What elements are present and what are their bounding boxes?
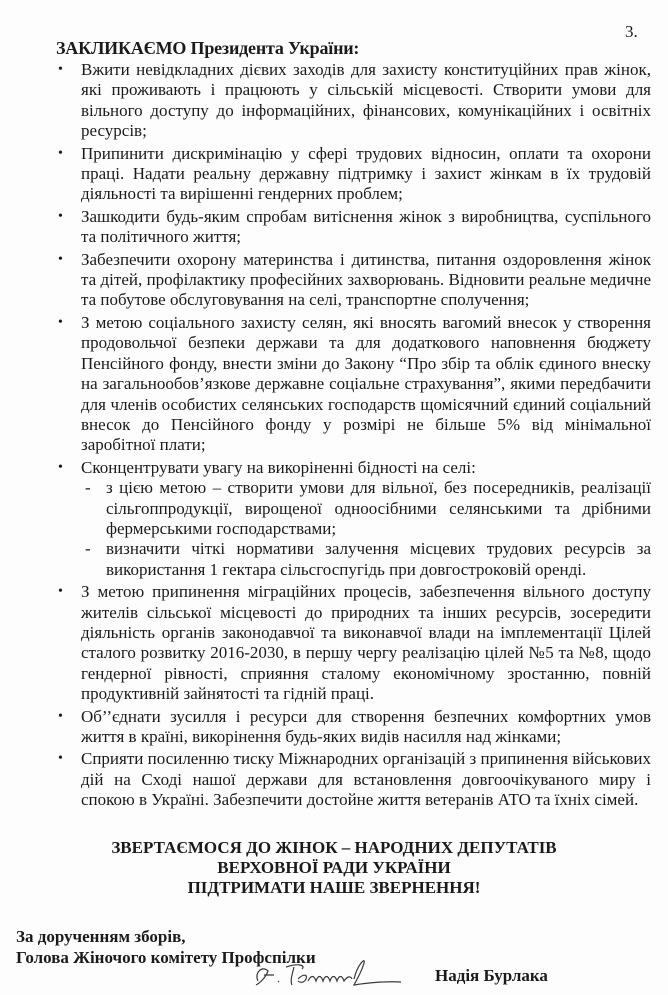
sub-list-item: - з цією метою – створити умови для вільної, без посередників, реалізації сільгоппродукції, вирощеної одноосібними селянськими та дрібними фермерськими господарствами; bbox=[85, 478, 651, 538]
appeal-line-2: ВЕРХОВНОЇ РАДИ УКРАЇНИ bbox=[217, 858, 451, 877]
bullet-icon: • bbox=[58, 208, 63, 224]
list-item: • Зашкодити будь-яким спробам витіснення жінок з виробництва, суспільного та політичного життя; bbox=[58, 206, 651, 247]
bullet-icon: • bbox=[58, 145, 63, 161]
sub-list-item: - визначити чіткі нормативи залучення місцевих трудових ресурсів за використання 1 гектара сільсгоспугідь при довгостроковій оренді. bbox=[85, 539, 651, 579]
list-item: • Забезпечити охорону материнства і дитинства, питання оздоровлення жінок та дітей, профілактику професійних захворювань. Відновити реальне медичне та побутове обслуговування на селі, транспортне сполучення; bbox=[58, 249, 651, 310]
list-item: • Вжити невідкладних дієвих заходів для захисту конституційних прав жінок, які проживають і працюють у сільській місцевості. Створити умови для вільного доступу до інформаційних, фінансових, комунікаційних і освітніх ресурсів; bbox=[58, 60, 651, 141]
bullet-icon: • bbox=[58, 584, 63, 600]
bullet-icon: • bbox=[58, 751, 63, 767]
dash-icon: - bbox=[85, 478, 91, 498]
page-number: 3. bbox=[625, 22, 638, 41]
appeal-line-1: ЗВЕРТАЄМОСЯ ДО ЖІНОК – НАРОДНИХ ДЕПУТАТІВ bbox=[111, 838, 557, 857]
signer-name: Надія Бурлака bbox=[435, 966, 548, 985]
bullet-icon: • bbox=[58, 314, 63, 330]
dash-icon: - bbox=[85, 539, 91, 559]
bullet-icon: • bbox=[58, 708, 63, 724]
appeal-line-3: ПІДТРИМАТИ НАШЕ ЗВЕРНЕННЯ! bbox=[187, 878, 481, 897]
heading: ЗАКЛИКАЄМО Президента України: bbox=[56, 38, 360, 58]
signature-line-1: За дорученням зборів, bbox=[16, 927, 186, 946]
list-item: • З метою припинення міграційних процесів, забезпечення вільного доступу жителів сільської місцевості до природних та інших ресурсів, зосередити діяльність органів законодавчої та виконавчої влади на імплементації Цілей сталого розвитку 2016-2030, в першу чергу реалізацію цілей №5 та №8, щодо гендерної рівності, сприяння сталому економічному зростанню, повній продуктивній зайнятості та гідній праці. bbox=[58, 582, 651, 704]
list-item: • Припинити дискримінацію у сфері трудових відносин, оплати та охорони праці. Надати реальну державну підтримку і захист жінкам в їх трудовій діяльності та вирішенні гендерних проблем; bbox=[58, 143, 651, 204]
handwritten-signature-icon bbox=[246, 955, 416, 993]
demands-list bbox=[56, 60, 651, 813]
bullet-icon: • bbox=[58, 251, 63, 267]
list-item: • Сконцентрувати увагу на викоріненні бідності на селі: - з цією метою – створити умови для вільної, без посередників, реалізації сільгоппродукції, вирощеної одноосібними селянськими та дрібними фермерськими господарствами; - визначити чіткі нормативи залучення місцевих трудових ресурсів за використання 1 гектара сільсгоспугідь при довгостроковій оренді. bbox=[58, 457, 651, 579]
list-item: • Сприяти посиленню тиску Міжнародних організацій з припинення військових дій на Сході нашої держави для встановлення довгоочікуваного миру і спокою в Україні. Забезпечити достойне життя ветеранів АТО та їхніх сімей. bbox=[58, 749, 651, 810]
signature-line-2: Голова Жіночого комітету Профспілки bbox=[16, 948, 316, 967]
bullet-icon: • bbox=[58, 62, 63, 77]
bullet-icon: • bbox=[58, 459, 63, 475]
list-item: • З метою соціального захисту селян, які вносять вагомий внесок у створення продовольчої безпеки держави та для додаткового наповнення бюджету Пенсійного фонду, внести зміни до Закону “Про збір та облік єдиного внеску на загальнообов’язкове державне соціальне страхування”, якими передбачити для членів особистих селянських господарств щомісячний єдиний соціальний внесок до Пенсійного фонду у розмірі не більше 5% від мінімальної заробітної плати; bbox=[58, 312, 651, 455]
list-item: • Об’’єднати зусилля і ресурси для створення безпечних комфортних умов життя в країні, викорінення будь-яких видів насилля над жінками; bbox=[58, 706, 651, 746]
